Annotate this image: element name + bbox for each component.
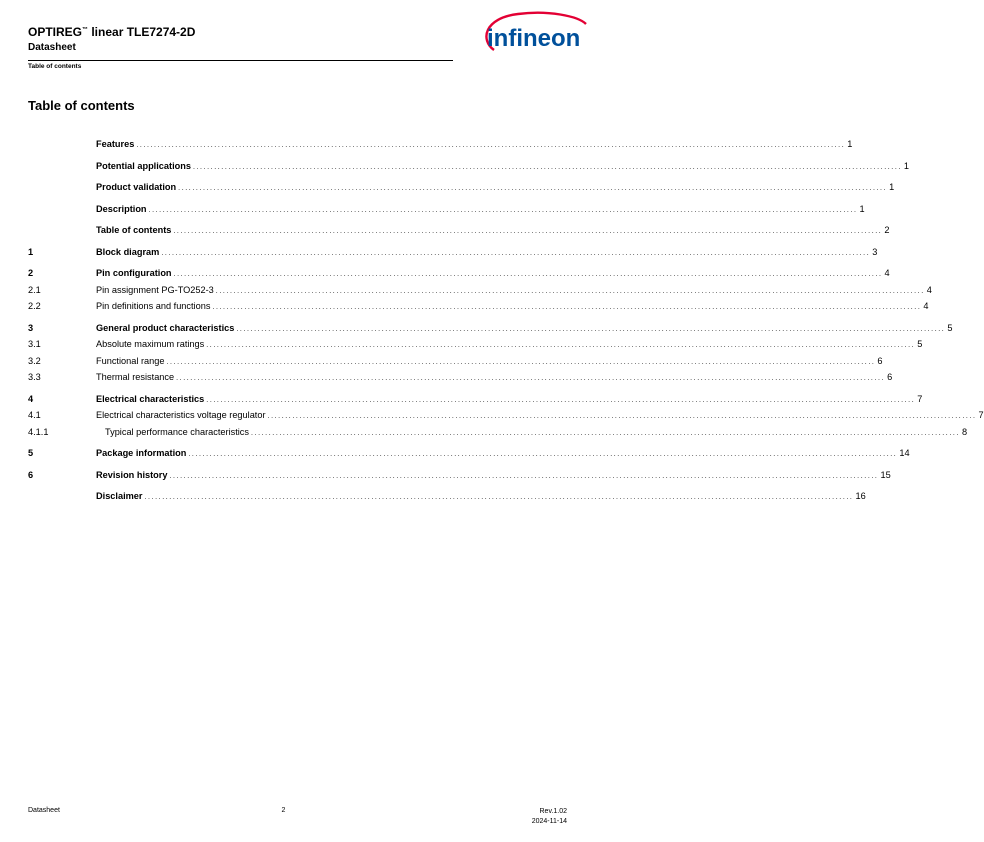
toc-entry-title[interactable]: Product validation [96, 182, 177, 192]
toc-entry-page[interactable]: 5 [947, 323, 953, 333]
toc-entry[interactable] [28, 447, 910, 459]
toc-entry-title[interactable]: Absolute maximum ratings [96, 339, 205, 349]
toc-entry[interactable] [28, 490, 866, 502]
toc-leader-dots: ........................................................................................................................................................................................................ [192, 164, 902, 171]
toc-entry-title[interactable]: Table of contents [96, 225, 172, 235]
toc-entry[interactable] [28, 181, 895, 193]
toc-heading: Table of contents [28, 98, 135, 113]
toc-entry-number: 4 [28, 394, 34, 404]
toc-entry-title[interactable]: Package information [96, 448, 187, 458]
toc-entry-title[interactable]: Thermal resistance [96, 372, 175, 382]
toc-entry-number: 5 [28, 448, 34, 458]
toc-entry-page[interactable]: 8 [961, 427, 968, 437]
toc-entry[interactable] [28, 246, 878, 258]
toc-leader-dots: ........................................................................................................................................................................................................ [166, 359, 876, 366]
toc-entry-title[interactable]: Potential applications [96, 161, 191, 171]
toc-entry-title[interactable]: Description [96, 204, 147, 214]
toc-entry-page[interactable]: 4 [926, 285, 932, 295]
toc-entry[interactable] [28, 338, 923, 350]
toc-entry[interactable] [28, 284, 932, 296]
toc-entry-page[interactable]: 5 [917, 339, 923, 349]
toc-entry-number: 4.1 [28, 410, 41, 420]
toc-entry-page[interactable]: 16 [855, 491, 866, 501]
logo-wordmark: infineon [487, 25, 581, 52]
toc-leader-dots: ........................................................................................................................................................................................................ [144, 494, 854, 501]
toc-entry[interactable] [28, 426, 968, 438]
toc-entry[interactable] [28, 224, 890, 236]
toc-entry[interactable] [28, 393, 923, 405]
toc-entry[interactable] [28, 203, 865, 215]
toc-entry-title[interactable]: Functional range [96, 356, 165, 366]
toc-leader-dots: ........................................................................................................................................................................................................ [267, 413, 977, 420]
toc-entry-number: 3.3 [28, 372, 41, 382]
toc-leader-dots: ........................................................................................................................................................................................................ [178, 185, 888, 192]
footer-page-number: 2 [281, 807, 286, 814]
toc-entry-title[interactable]: Block diagram [96, 247, 160, 257]
toc-entry-number: 2 [28, 268, 34, 278]
toc-leader-dots: ........................................................................................................................................................................................................ [169, 473, 879, 480]
toc-entry-page[interactable]: 14 [899, 448, 910, 458]
toc-entry-page[interactable]: 7 [917, 394, 923, 404]
footer-revision: Rev.1.02 [539, 808, 567, 815]
title-product-family: OPTIREG [28, 25, 83, 39]
toc-entry-title[interactable]: General product characteristics [96, 323, 235, 333]
toc-leader-dots: ........................................................................................................................................................................................................ [173, 228, 883, 235]
toc-entry-page[interactable]: 6 [887, 372, 893, 382]
toc-entry[interactable] [28, 138, 853, 150]
toc-entry[interactable] [28, 300, 929, 312]
toc-entry[interactable] [28, 160, 910, 172]
toc-entry[interactable] [28, 355, 883, 367]
toc-leader-dots: ........................................................................................................................................................................................................ [206, 342, 916, 349]
document-type: Datasheet [28, 42, 76, 53]
running-section-title: Table of contents [28, 63, 82, 70]
title-product-name: linear TLE7274-2D [88, 25, 196, 39]
toc-leader-dots: ........................................................................................................................................................................................................ [206, 397, 916, 404]
toc-entry-number: 6 [28, 470, 34, 480]
toc-entry-page[interactable]: 15 [880, 470, 891, 480]
toc-entry-page[interactable]: 1 [847, 139, 853, 149]
infineon-logo [478, 10, 590, 62]
toc-entry-title[interactable]: Electrical characteristics voltage regulator [96, 410, 266, 420]
toc-entry-page[interactable]: 1 [903, 161, 910, 171]
toc-entry-page[interactable]: 7 [978, 410, 984, 420]
toc-entry-title[interactable]: Pin assignment PG-TO252-3 [96, 285, 214, 295]
toc-entry-number: 3.2 [28, 356, 41, 366]
toc-entry[interactable] [28, 469, 891, 481]
toc-leader-dots: ........................................................................................................................................................................................................ [188, 451, 898, 458]
toc-entry-number: 2.2 [28, 301, 41, 311]
toc-leader-dots: ........................................................................................................................................................................................................ [173, 271, 883, 278]
toc-leader-dots: ........................................................................................................................................................................................................ [236, 326, 946, 333]
toc-entry-title[interactable]: Features [96, 139, 135, 149]
toc-entry-number: 4.1.1 [28, 427, 49, 437]
toc-leader-dots: ........................................................................................................................................................................................................ [215, 288, 925, 295]
toc-entry-page[interactable]: 2 [884, 225, 890, 235]
header-divider [28, 60, 453, 61]
toc-leader-dots: ........................................................................................................................................................................................................ [251, 430, 960, 437]
document-title [28, 25, 195, 39]
toc-leader-dots: ........................................................................................................................................................................................................ [176, 375, 886, 382]
toc-entry-title[interactable]: Typical performance characteristics [105, 427, 249, 437]
toc-leader-dots: ........................................................................................................................................................................................................ [161, 250, 871, 257]
footer-revision-block [532, 807, 567, 827]
toc-entry[interactable] [28, 409, 984, 421]
toc-entry-page[interactable]: 3 [872, 247, 878, 257]
footer-date: 2024-11-14 [531, 818, 567, 825]
toc-entry[interactable] [28, 267, 890, 279]
toc-entry-title[interactable]: Disclaimer [96, 491, 143, 501]
toc-leader-dots: ........................................................................................................................................................................................................ [136, 142, 846, 149]
toc-entry-number: 2.1 [28, 285, 41, 295]
toc-entry-page[interactable]: 1 [859, 204, 865, 214]
toc-entry-page[interactable]: 4 [923, 301, 929, 311]
toc-entry-title[interactable]: Pin definitions and functions [96, 301, 211, 311]
toc-leader-dots: ........................................................................................................................................................................................................ [212, 304, 922, 311]
footer-doc-type: Datasheet [28, 807, 60, 814]
toc-entry-page[interactable]: 6 [877, 356, 883, 366]
toc-entry-page[interactable]: 1 [889, 182, 895, 192]
toc-entry-number: 3.1 [28, 339, 41, 349]
toc-entry[interactable] [28, 371, 893, 383]
toc-entry-number: 3 [28, 323, 34, 333]
toc-entry-title[interactable]: Electrical characteristics [96, 394, 205, 404]
toc-entry-title[interactable]: Pin configuration [96, 268, 172, 278]
toc-entry-title[interactable]: Revision history [96, 470, 168, 480]
toc-entry-number: 1 [28, 247, 34, 257]
trademark-symbol: ™ [82, 27, 89, 33]
toc-entry-page[interactable]: 4 [884, 268, 890, 278]
toc-leader-dots: ........................................................................................................................................................................................................ [148, 207, 858, 214]
toc-entry[interactable] [28, 322, 953, 334]
